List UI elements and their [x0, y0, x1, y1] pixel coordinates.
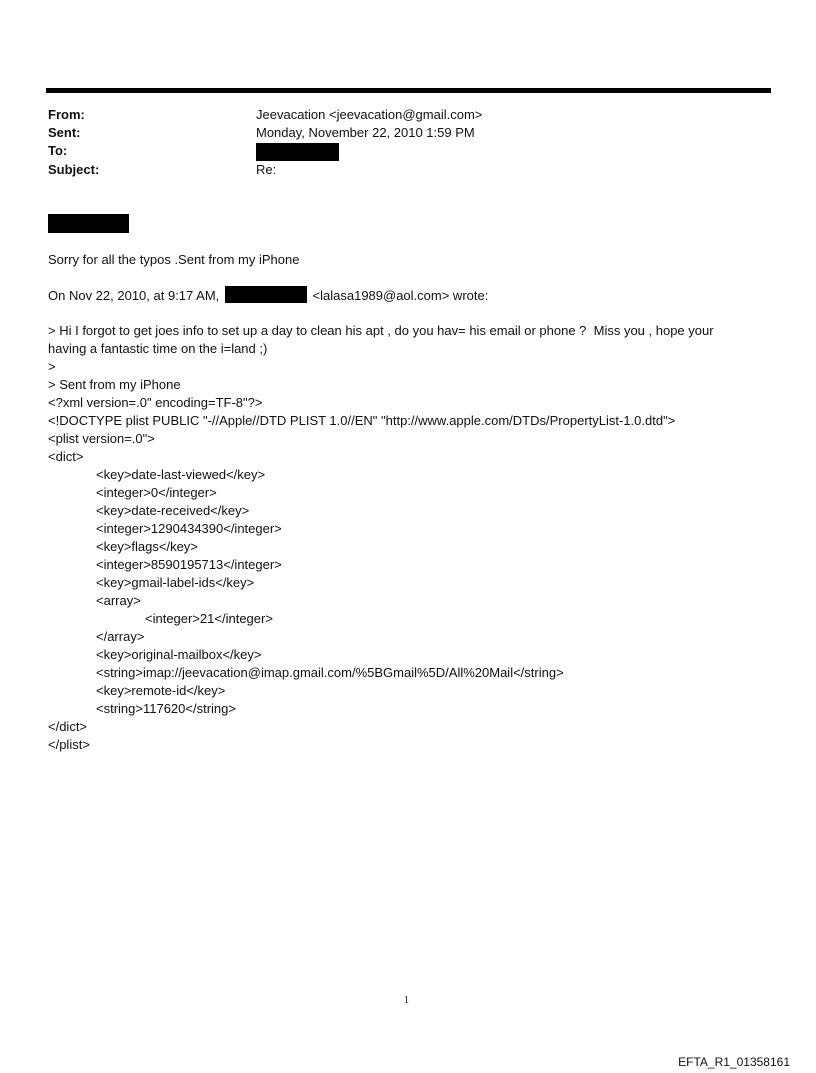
xml-line: <integer>8590195713</integer>: [96, 557, 282, 572]
xml-line: </dict>: [48, 719, 88, 734]
xml-line: <!DOCTYPE plist PUBLIC "-//Apple//DTD PLIST 1.0//EN" "http://www.apple.com/DTDs/PropertyList-1.0.dtd">: [48, 413, 676, 428]
xml-line: <key>original-mailbox</key>: [96, 647, 262, 662]
xml-line: <integer>0</integer>: [96, 485, 217, 500]
subject-label: Subject:: [48, 162, 100, 177]
xml-line: </plist>: [48, 737, 90, 752]
xml-line: </array>: [96, 629, 145, 644]
subject-value: Re:: [256, 162, 277, 177]
xml-line: <integer>1290434390</integer>: [96, 521, 282, 536]
xml-line: <array>: [96, 593, 141, 608]
xml-line: <integer>21</integer>: [145, 611, 273, 626]
reply-line: Sorry for all the typos .Sent from my iPhone: [48, 252, 300, 267]
greeting-redaction: [48, 214, 129, 233]
page-number: 1: [404, 995, 409, 1006]
quote-line: > Sent from my iPhone: [48, 377, 181, 392]
quote-line: > Hi I forgot to get joes info to set up a day to clean his apt , do you hav= his email or phone ? Miss you , hope your: [48, 323, 714, 338]
document-id: EFTA_R1_01358161: [678, 1055, 790, 1069]
wrote-line: [48, 286, 488, 305]
sender-redaction: [225, 286, 307, 303]
sent-label: Sent:: [48, 125, 81, 140]
xml-line: <key>date-received</key>: [96, 503, 250, 518]
xml-line: <plist version=.0">: [48, 431, 155, 446]
xml-line: <dict>: [48, 449, 84, 464]
sent-value: Monday, November 22, 2010 1:59 PM: [256, 125, 475, 140]
xml-line: <key>date-last-viewed</key>: [96, 467, 266, 482]
header-rule: [46, 88, 771, 93]
quote-line: having a fantastic time on the i=land ;): [48, 341, 268, 356]
to-redaction: [256, 143, 339, 161]
wrote-suffix: <lalasa1989@aol.com> wrote:: [312, 288, 489, 303]
xml-line: <?xml version=.0" encoding=TF-8"?>: [48, 395, 263, 410]
xml-line: <string>imap://jeevacation@imap.gmail.com/%5BGmail%5D/All%20Mail</string>: [96, 665, 564, 680]
wrote-prefix: On Nov 22, 2010, at 9:17 AM,: [48, 288, 220, 303]
xml-line: <string>117620</string>: [96, 701, 236, 716]
to-label: To:: [48, 143, 68, 158]
quote-line: >: [48, 359, 56, 374]
from-label: From:: [48, 107, 85, 122]
from-value: Jeevacation <jeevacation@gmail.com>: [256, 107, 483, 122]
xml-line: <key>flags</key>: [96, 539, 198, 554]
xml-line: <key>gmail-label-ids</key>: [96, 575, 255, 590]
xml-line: <key>remote-id</key>: [96, 683, 226, 698]
